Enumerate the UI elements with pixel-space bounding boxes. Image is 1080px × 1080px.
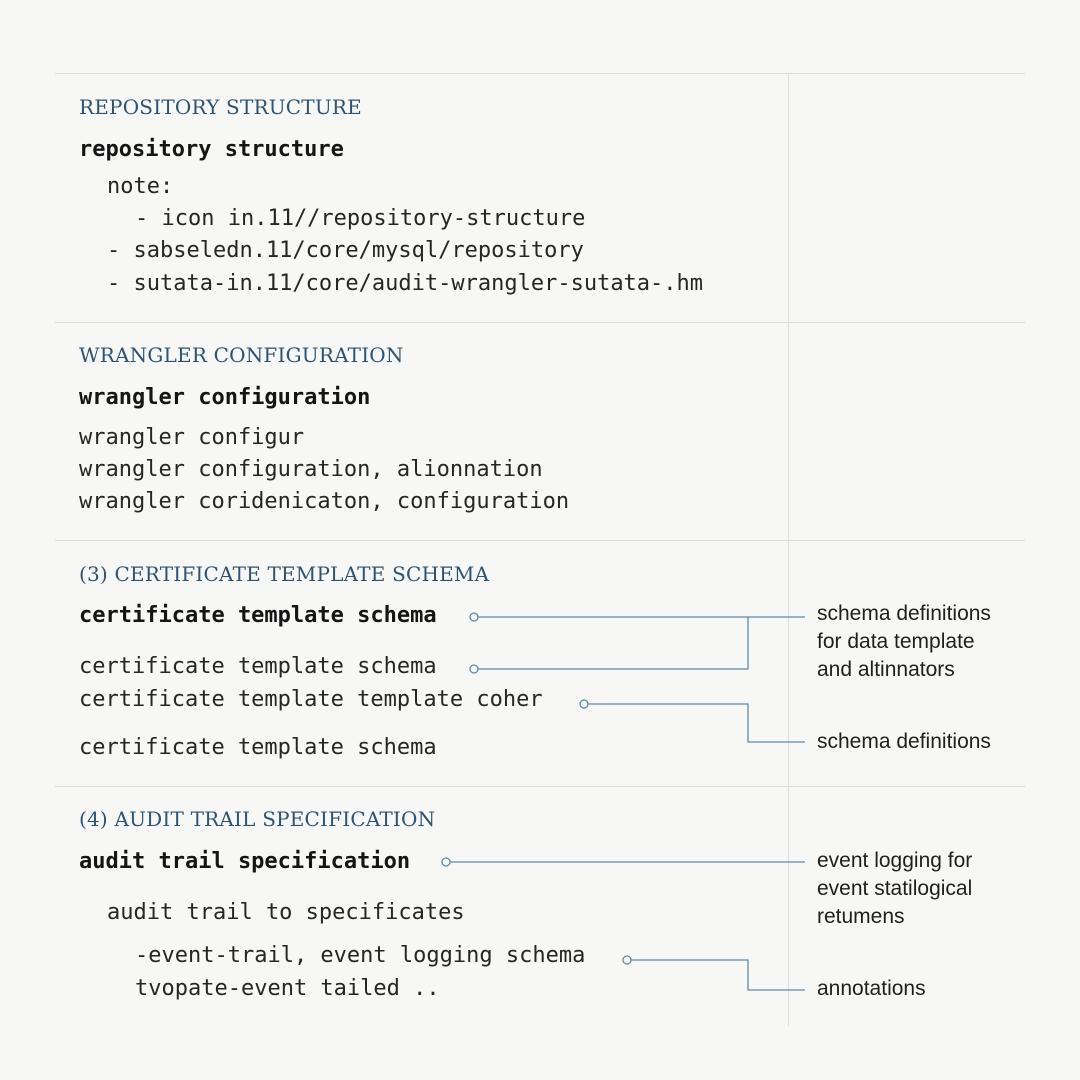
annotation-line: schema definitions — [817, 730, 991, 753]
annotation-line: for data template — [817, 630, 975, 653]
anchor-dot — [470, 665, 478, 673]
anchor-dot — [470, 613, 478, 621]
code-line: -event-trail, event logging schema — [135, 943, 586, 968]
annotation-note — [817, 728, 1057, 756]
section-title: repository structure — [79, 137, 344, 162]
code-line: - sutata-in.11/core/audit-wrangler-sutata-.hm — [107, 271, 704, 296]
section-heading: (3) CERTIFICATE TEMPLATE SCHEMA — [79, 562, 490, 586]
annotation-line: annotations — [817, 977, 926, 1000]
code-line: audit trail to specificates — [107, 900, 465, 925]
anchor-dot — [442, 858, 450, 866]
section-title: audit trail specification — [79, 849, 411, 874]
connector-line — [631, 960, 805, 990]
code-line: - icon in.11//repository-structure — [135, 206, 586, 231]
section-heading: REPOSITORY STRUCTURE — [79, 95, 362, 119]
annotation-line: event statilogical — [817, 877, 973, 900]
code-line: wrangler coridenicaton, configuration — [79, 489, 570, 514]
code-line: wrangler configuration, alionnation — [79, 457, 543, 482]
code-line: - sabseledn.11/core/mysql/repository — [107, 238, 584, 263]
anchor-dot — [580, 700, 588, 708]
code-line: note: — [107, 174, 174, 199]
annotation-note — [817, 847, 1057, 931]
code-line: certificate template schema — [79, 654, 437, 679]
annotation-note — [817, 600, 1057, 684]
code-line: certificate template schema — [79, 735, 437, 760]
annotation-line: schema definitions — [817, 602, 991, 625]
section-title: wrangler configuration — [79, 385, 371, 410]
annotation-line: event logging for — [817, 849, 973, 872]
annotation-line: and altinnators — [817, 658, 955, 681]
anchor-dot — [623, 956, 631, 964]
connector-line — [478, 617, 748, 669]
code-line: certificate template template coher — [79, 687, 543, 712]
section-heading: WRANGLER CONFIGURATION — [79, 343, 404, 367]
connector-line — [588, 704, 805, 742]
code-line: tvopate-event tailed .. — [135, 976, 440, 1001]
section-heading: (4) AUDIT TRAIL SPECIFICATION — [79, 807, 436, 831]
annotation-note — [817, 975, 1057, 1003]
section-title: certificate template schema — [79, 603, 437, 628]
annotation-line: retumens — [817, 905, 905, 928]
code-line: wrangler configur — [79, 425, 305, 450]
